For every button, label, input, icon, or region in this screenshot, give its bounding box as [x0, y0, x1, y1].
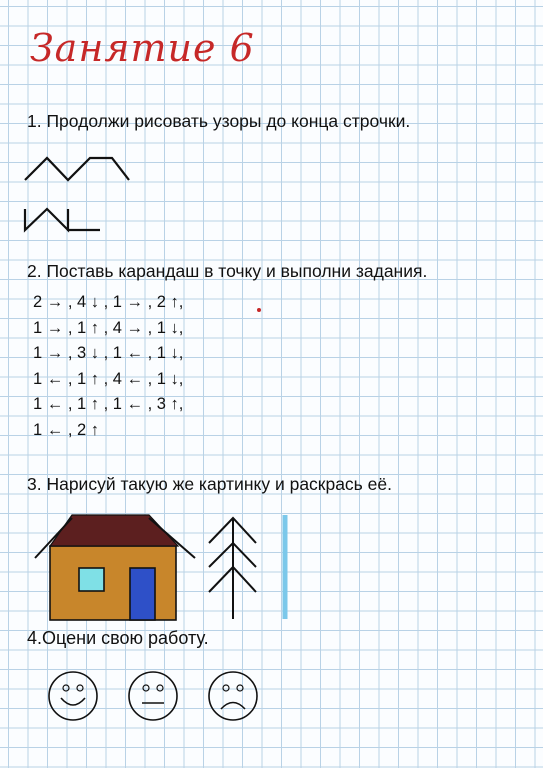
task-2-label: 2. Поставь карандаш в точку и выполни задания.	[27, 261, 428, 281]
step-line: 1 ← , 1 ↑ , 4 ← , 1 ↓,	[33, 369, 184, 388]
lesson-title: Занятие 6	[30, 26, 255, 70]
task-3-label: 3. Нарисуй такую же картинку и раскрась её.	[27, 474, 392, 494]
task-1-label: 1. Продолжи рисовать узоры до конца строчки.	[27, 111, 411, 131]
step-line: 1 → , 1 ↑ , 4 → , 1 ↓,	[33, 318, 184, 337]
task-4-label: 4.Оцени свою работу.	[27, 628, 209, 648]
step-line: 1 → , 3 ↓ , 1 ← , 1 ↓,	[33, 344, 184, 362]
start-dot	[257, 308, 261, 312]
dictation-steps	[33, 290, 183, 443]
step-line: 1 ← , 2 ↑	[33, 420, 100, 439]
step-line: 2 → , 4 ↓ , 1 → , 2 ↑,	[33, 293, 184, 311]
step-line: 1 ← , 1 ↑ , 1 ← , 3 ↑,	[33, 395, 184, 413]
